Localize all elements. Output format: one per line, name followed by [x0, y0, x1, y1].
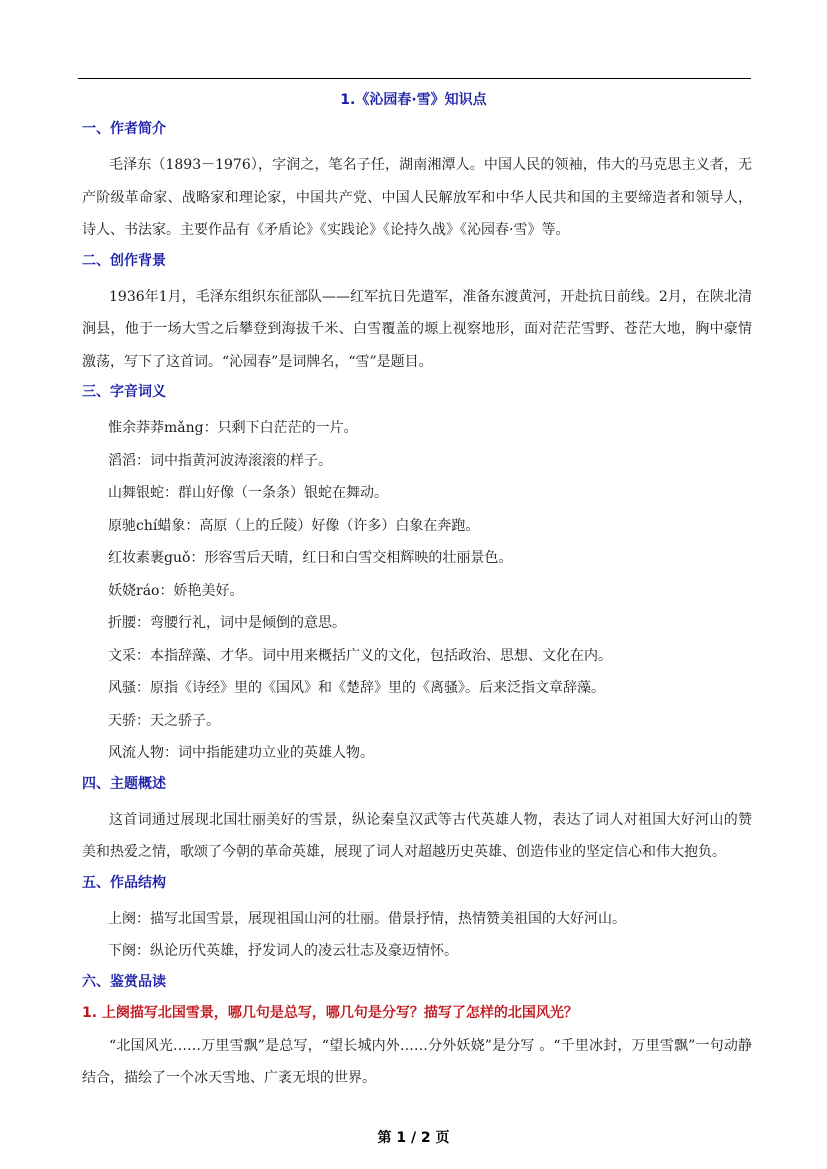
vocab-item: 风骚：原指《诗经》里的《国风》和《楚辞》里的《离骚》。后来泛指文章辞藻。: [108, 680, 605, 696]
vocab-item: 惟余莽莽mǎng：只剩下白茫茫的一片。: [108, 420, 358, 436]
vocab-item: 风流人物：词中指能建功立业的英雄人物。: [108, 745, 374, 761]
section-heading: 一、作者简介: [82, 121, 166, 137]
section-vocabulary: [82, 381, 752, 770]
section-author: [82, 118, 752, 247]
vocab-item: 红妆素裹guǒ：形容雪后天晴，红日和白雪交相辉映的壮丽景色。: [108, 550, 513, 566]
section-heading: 五、作品结构: [82, 874, 166, 891]
vocab-item: 妖娆ráo：娇艳美好。: [108, 582, 244, 599]
section-heading: 二、创作背景: [82, 252, 166, 269]
paragraph: 1936年1月，毛泽东组织东征部队——红军抗日先遣军，准备东渡黄河，开赴抗日前线。2月，在陕北清涧县，他于一场大雪之后攀登到海拔千米、白雪覆盖的塬上视察地形，面对茫茫雪野、苍茫大地，胸中豪情激荡，写下了这首词。“沁园春”是词牌名，“雪”是题目。: [82, 288, 752, 370]
header-rule: [78, 78, 751, 79]
section-heading: 六、鉴赏品读: [82, 973, 166, 990]
section-heading: 三、字音词义: [82, 384, 166, 400]
section-background: [82, 250, 752, 379]
vocab-item: 原驰chí蜡象：高原（上的丘陵）好像（许多）白象在奔跑。: [108, 517, 480, 534]
page-number: 第 1 / 2 页: [377, 1130, 450, 1146]
paragraph: “北国风光……万里雪飘”是总写，“望长城内外……分外妖娆”是分写 。“千里冰封，万里雪飘”一句动静结合，描绘了一个冰天雪地、广袤无垠的世界。: [82, 1037, 752, 1086]
vocab-item: 文采：本指辞藻、才华。词中用来概括广义的文化，包括政治、思想、文化在内。: [108, 647, 612, 664]
section-theme: [82, 773, 752, 869]
structure-item: 上阕：描写北国雪景，展现祖国山河的壮丽。借景抒情，热情赞美祖国的大好河山。: [108, 910, 626, 927]
vocab-item: 折腰：弯腰行礼，词中是倾倒的意思。: [108, 615, 346, 631]
question-heading: 1. 上阕描写北国雪景，哪几句是总写，哪几句是分写？描写了怎样的北国风光？: [82, 1004, 578, 1021]
vocab-item: 滔滔：词中指黄河波涛滚滚的样子。: [108, 452, 332, 469]
paragraph: 这首词通过展现北国壮丽美好的雪景，纵论秦皇汉武等古代英雄人物，表达了词人对祖国大好河山的赞美和热爱之情，歌颂了今朝的革命英雄，展现了词人对超越历史英雄、创造伟业的坚定信心和伟大抱负。: [82, 811, 752, 860]
section-appreciation: [82, 971, 752, 1095]
vocab-item: 天骄：天之骄子。: [108, 712, 220, 729]
paragraph: 毛泽东（1893－1976），字润之，笔名子任，湖南湘潭人。中国人民的领袖，伟大的马克思主义者，无产阶级革命家、战略家和理论家，中国共产党、中国人民解放军和中华人民共和国的主要缔造者和领导人，诗人、书法家。主要作品有《矛盾论》《实践论》《论持久战》《沁园春·雪》等。: [82, 157, 752, 238]
structure-item: 下阕：纵论历代英雄，抒发词人的凌云壮志及豪迈情怀。: [108, 943, 458, 959]
document-title: 1.《沁园春·雪》知识点: [340, 92, 487, 108]
section-heading: 四、主题概述: [82, 775, 166, 792]
section-structure: [82, 872, 752, 968]
document-body: [82, 118, 752, 1098]
vocab-item: 山舞银蛇：群山好像（一条条）银蛇在舞动。: [108, 485, 388, 501]
